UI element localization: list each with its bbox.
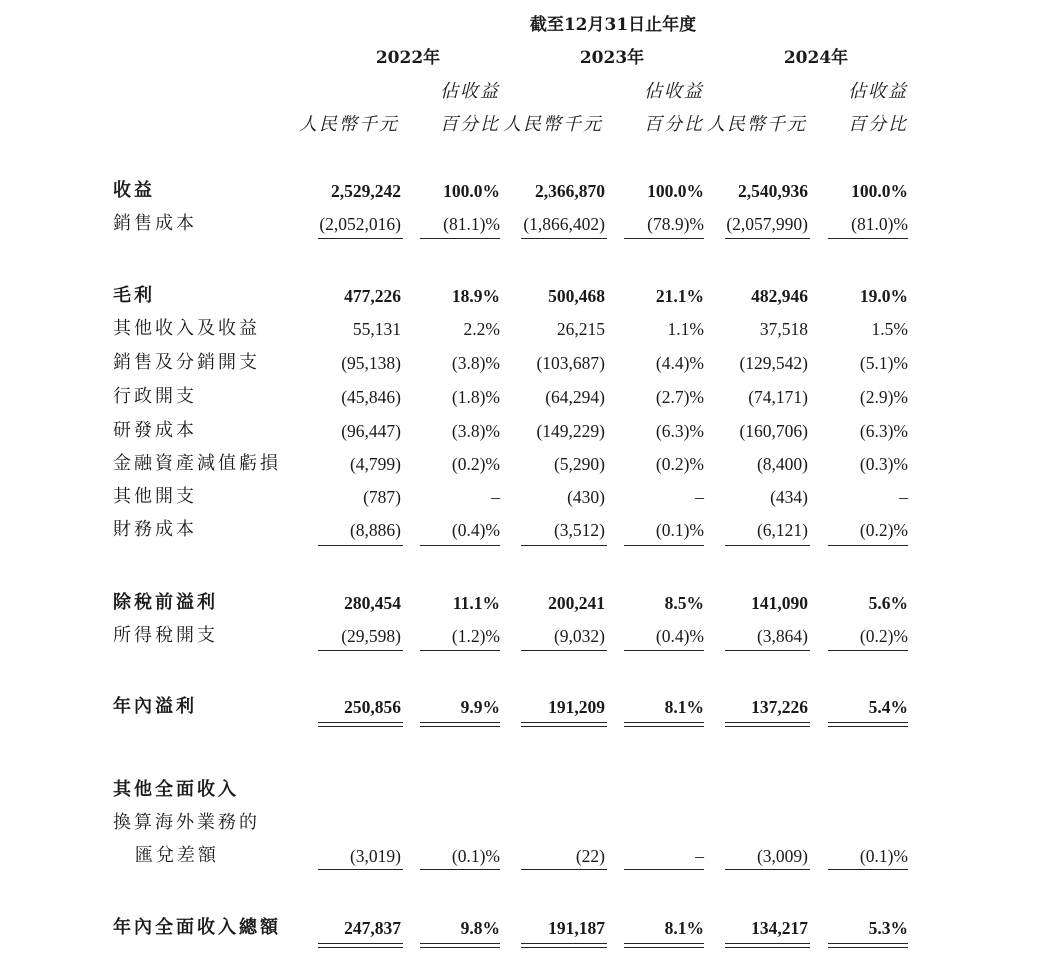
underline-rule <box>420 545 500 546</box>
percent-cell: (5.1)% <box>859 353 908 373</box>
amount-cell: (103,687) <box>536 353 605 373</box>
percent-cell: – <box>695 487 704 507</box>
percent-cell: (0.4)% <box>655 626 704 646</box>
amount-cell: (434) <box>770 487 808 507</box>
amount-cell: (2,052,016) <box>319 214 401 234</box>
row-label: 行政開支 <box>113 386 197 407</box>
underline-rule <box>521 545 607 546</box>
percent-cell: 8.1% <box>664 697 704 717</box>
amount-cell: (8,400) <box>756 454 808 474</box>
amount-cell: (3,019) <box>349 846 401 866</box>
amount-cell: 250,856 <box>344 697 401 717</box>
amount-cell: 191,187 <box>548 918 605 938</box>
amount-cell: 37,518 <box>759 319 808 339</box>
amount-cell: 247,837 <box>344 918 401 938</box>
underline-rule <box>318 869 403 870</box>
underline-rule <box>318 545 403 546</box>
percent-cell: – <box>491 487 500 507</box>
percent-cell: 5.4% <box>868 697 908 717</box>
pct-header-2022-line1: 佔收益 <box>440 81 500 102</box>
percent-cell: (4.4)% <box>655 353 704 373</box>
year-header-2022: 2022年 <box>375 48 441 68</box>
amount-cell: (45,846) <box>341 387 401 407</box>
amount-cell: (8,886) <box>349 520 401 540</box>
amount-cell: (129,542) <box>739 353 808 373</box>
percent-cell: 100.0% <box>647 181 704 201</box>
underline-rule <box>521 869 607 870</box>
percent-cell: (0.1)% <box>655 520 704 540</box>
amount-cell: 2,366,870 <box>535 181 605 201</box>
year-header-2023: 2023年 <box>579 48 645 68</box>
amount-cell: (149,229) <box>536 421 605 441</box>
pct-header-2024-line1: 佔收益 <box>848 81 908 102</box>
amount-cell: 26,215 <box>556 319 605 339</box>
row-label: 年內溢利 <box>113 696 197 717</box>
amount-cell: (9,032) <box>553 626 605 646</box>
percent-cell: 8.1% <box>664 918 704 938</box>
double-underline-rule <box>521 722 607 727</box>
percent-cell: 1.5% <box>871 319 908 339</box>
amount-cell: (2,057,990) <box>726 214 808 234</box>
year-header-2024: 2024年 <box>783 48 849 68</box>
underline-rule <box>624 869 704 870</box>
row-label: 匯兌差額 <box>135 845 219 866</box>
underline-rule <box>828 238 908 239</box>
row-label: 收益 <box>113 180 155 201</box>
percent-cell: 5.6% <box>868 593 908 613</box>
underline-rule <box>521 238 607 239</box>
row-label: 除稅前溢利 <box>113 592 218 613</box>
row-label: 換算海外業務的 <box>113 812 260 833</box>
underline-rule <box>828 650 908 651</box>
amount-cell: 191,209 <box>548 697 605 717</box>
row-label: 金融資產減值虧損 <box>113 453 281 474</box>
pct-header-2023-line2: 百分比 <box>644 114 704 135</box>
amount-cell: 141,090 <box>751 593 808 613</box>
underline-rule <box>828 545 908 546</box>
underline-rule <box>420 869 500 870</box>
amount-header-2024: 人民幣千元 <box>707 114 807 135</box>
row-label: 銷售成本 <box>113 213 197 234</box>
underline-rule <box>420 238 500 239</box>
amount-cell: (3,864) <box>756 626 808 646</box>
amount-cell: (74,171) <box>748 387 808 407</box>
double-underline-rule <box>420 722 500 727</box>
double-underline-rule <box>828 943 908 948</box>
percent-cell: (1.8)% <box>451 387 500 407</box>
underline-rule <box>725 238 810 239</box>
amount-cell: (5,290) <box>553 454 605 474</box>
double-underline-rule <box>828 722 908 727</box>
double-underline-rule <box>318 943 403 948</box>
amount-cell: 137,226 <box>751 697 808 717</box>
row-label: 研發成本 <box>113 420 197 441</box>
amount-cell: 2,540,936 <box>738 181 808 201</box>
amount-cell: (3,009) <box>756 846 808 866</box>
percent-cell: (0.2)% <box>859 520 908 540</box>
percent-cell: (0.1)% <box>451 846 500 866</box>
amount-cell: (64,294) <box>545 387 605 407</box>
percent-cell: (6.3)% <box>655 421 704 441</box>
amount-cell: (96,447) <box>341 421 401 441</box>
percent-cell: (81.1)% <box>443 214 500 234</box>
percent-cell: 100.0% <box>443 181 500 201</box>
amount-cell: (95,138) <box>341 353 401 373</box>
percent-cell: (81.0)% <box>851 214 908 234</box>
amount-cell: 2,529,242 <box>331 181 401 201</box>
underline-rule <box>624 238 704 239</box>
double-underline-rule <box>420 943 500 948</box>
underline-rule <box>828 869 908 870</box>
percent-cell: 100.0% <box>851 181 908 201</box>
percent-cell: – <box>899 487 908 507</box>
row-label: 毛利 <box>113 285 155 306</box>
pct-header-2023-line1: 佔收益 <box>644 81 704 102</box>
percent-cell: (1.2)% <box>451 626 500 646</box>
percent-cell: 18.9% <box>451 286 500 306</box>
amount-cell: (787) <box>363 487 401 507</box>
row-label: 財務成本 <box>113 519 197 540</box>
underline-rule <box>725 650 810 651</box>
percent-cell: (3.8)% <box>451 421 500 441</box>
percent-cell: (0.2)% <box>655 454 704 474</box>
amount-cell: (1,866,402) <box>523 214 605 234</box>
double-underline-rule <box>521 943 607 948</box>
amount-header-2022: 人民幣千元 <box>299 114 399 135</box>
percent-cell: (78.9)% <box>647 214 704 234</box>
percent-cell: (0.2)% <box>451 454 500 474</box>
amount-cell: 280,454 <box>344 593 401 613</box>
amount-cell: 482,946 <box>751 286 808 306</box>
underline-rule <box>725 545 810 546</box>
percent-cell: 19.0% <box>859 286 908 306</box>
percent-cell: (2.7)% <box>655 387 704 407</box>
double-underline-rule <box>725 722 810 727</box>
amount-cell: 500,468 <box>548 286 605 306</box>
percent-cell: (0.2)% <box>859 626 908 646</box>
percent-cell: (0.1)% <box>859 846 908 866</box>
percent-cell: (0.3)% <box>859 454 908 474</box>
underline-rule <box>521 650 607 651</box>
row-label: 所得稅開支 <box>113 625 218 646</box>
underline-rule <box>624 650 704 651</box>
pct-header-2022-line2: 百分比 <box>440 114 500 135</box>
underline-rule <box>624 545 704 546</box>
percent-cell: (2.9)% <box>859 387 908 407</box>
percent-cell: 9.8% <box>460 918 500 938</box>
percent-cell: 9.9% <box>460 697 500 717</box>
percent-cell: 21.1% <box>655 286 704 306</box>
underline-rule <box>725 869 810 870</box>
amount-cell: 477,226 <box>344 286 401 306</box>
amount-cell: (4,799) <box>349 454 401 474</box>
pct-header-2024-line2: 百分比 <box>848 114 908 135</box>
amount-cell: 55,131 <box>352 319 401 339</box>
amount-cell: (160,706) <box>739 421 808 441</box>
amount-cell: (22) <box>575 846 605 866</box>
amount-header-2023: 人民幣千元 <box>503 114 603 135</box>
underline-rule <box>318 650 403 651</box>
row-label: 其他開支 <box>113 486 197 507</box>
percent-cell: (0.4)% <box>451 520 500 540</box>
row-label: 其他收入及收益 <box>113 318 260 339</box>
percent-cell: (3.8)% <box>451 353 500 373</box>
double-underline-rule <box>624 722 704 727</box>
period-header: 截至12月31日止年度 <box>529 15 697 35</box>
percent-cell: 8.5% <box>664 593 704 613</box>
percent-cell: 2.2% <box>463 319 500 339</box>
amount-cell: (6,121) <box>756 520 808 540</box>
percent-cell: 5.3% <box>868 918 908 938</box>
amount-cell: (3,512) <box>553 520 605 540</box>
percent-cell: 1.1% <box>667 319 704 339</box>
percent-cell: 11.1% <box>452 593 500 613</box>
double-underline-rule <box>318 722 403 727</box>
row-label: 銷售及分銷開支 <box>113 352 260 373</box>
double-underline-rule <box>725 943 810 948</box>
amount-cell: (430) <box>567 487 605 507</box>
row-label: 年內全面收入總額 <box>113 917 281 938</box>
amount-cell: 200,241 <box>548 593 605 613</box>
amount-cell: (29,598) <box>341 626 401 646</box>
underline-rule <box>318 238 403 239</box>
row-label: 其他全面收入 <box>113 779 239 800</box>
amount-cell: 134,217 <box>751 918 808 938</box>
underline-rule <box>420 650 500 651</box>
percent-cell: – <box>695 846 704 866</box>
percent-cell: (6.3)% <box>859 421 908 441</box>
double-underline-rule <box>624 943 704 948</box>
